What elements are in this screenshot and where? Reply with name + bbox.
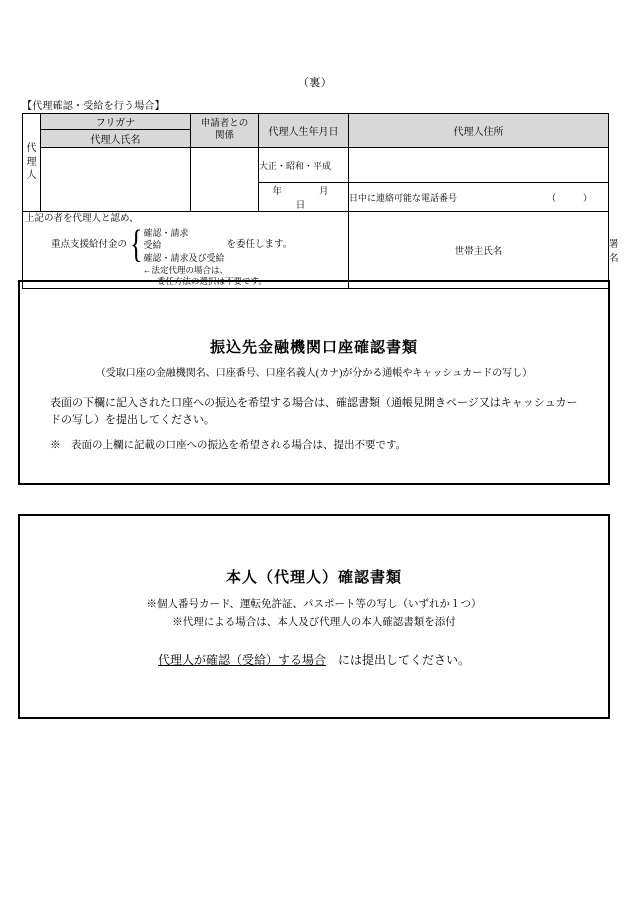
entrust-statement: [23, 212, 349, 289]
input-proxy-name[interactable]: [41, 148, 191, 212]
table-row: [23, 148, 609, 183]
header-proxy-name: 代理人氏名: [41, 130, 191, 148]
dob-era-label: 大正・昭和・平成: [259, 148, 349, 183]
phone-row[interactable]: [349, 183, 609, 212]
entrust-option-3[interactable]: 確認・請求及び受給: [143, 252, 225, 263]
proxy-vertical-label-char-1: 代: [26, 143, 37, 155]
entrust-options[interactable]: [144, 227, 225, 263]
bank-box-title: 振込先金融機関口座確認書類: [209, 340, 418, 356]
id-box-line1: ※個人番号カード、運転免許証、パスポート等の写し（いずれか１つ）: [146, 599, 482, 610]
bank-box-subtitle: （受取口座の金融機関名、口座番号、口座名義人(カナ)が分かる通帳やキャッシュカードの写し）: [95, 368, 533, 379]
header-address: 代理人住所: [349, 114, 609, 148]
entrust-note-1: ←法定代理の場合は、: [143, 264, 229, 275]
proxy-section-title: 【代理確認・受給を行う場合】: [22, 101, 165, 112]
bank-box-note: ※ 表面の上欄に記載の口座への振込を希望される場合は、提出不要です。: [50, 440, 407, 452]
phone-label: 日中に連絡可能な電話番号: [349, 192, 458, 203]
signature-label: 署名: [609, 239, 619, 264]
entrust-subject-label: 重点支援給付金の: [51, 240, 128, 251]
entrust-note-2: 委任方法の選択は不要です。: [157, 276, 267, 287]
header-furigana: フリガナ: [41, 114, 191, 130]
header-relation: [191, 114, 259, 148]
entrust-option-1[interactable]: 確認・請求: [143, 228, 189, 239]
header-relation-line2: 関係: [214, 130, 234, 141]
page-side-mark: （裏）: [297, 77, 333, 89]
proxy-vertical-label-char-2: 理: [26, 156, 37, 168]
entrust-tail: を委任します。: [226, 240, 293, 251]
id-box-line2: ※代理による場合は、本人及び代理人の本人確認書類を添付: [172, 617, 456, 628]
bank-account-document-box: [18, 280, 610, 485]
bank-box-paragraph: 表面の下欄に記入された口座への振込を希望する場合は、確認書類（通帳見開きページ又はキャッシュカードの写し）を提出してください。: [50, 397, 578, 427]
entrust-line1: 上記の者を代理人と認め、: [25, 214, 139, 224]
householder-label: 世帯主氏名: [349, 212, 609, 289]
entrust-options-row[interactable]: [23, 222, 348, 266]
id-box-line3-tail: には提出してください。: [326, 653, 471, 667]
id-box-title: 本人（代理人）確認書類: [225, 570, 402, 586]
header-relation-line1: 申請者との: [200, 118, 249, 129]
input-relation[interactable]: [191, 148, 259, 212]
input-dob-ymd[interactable]: 年 月 日: [259, 183, 349, 212]
identity-document-box: [18, 514, 610, 719]
input-proxy-address[interactable]: [349, 148, 609, 183]
proxy-table: [22, 113, 619, 289]
header-dob: 代理人生年月日: [259, 114, 349, 148]
table-row: [23, 212, 609, 289]
phone-paren: （ ）: [547, 192, 593, 203]
proxy-vertical-label-char-3: 人: [26, 170, 37, 182]
table-row: [23, 114, 609, 130]
proxy-vertical-label: [23, 114, 41, 212]
id-box-line3-underlined: 代理人が確認（受給）する場合: [157, 653, 326, 667]
id-box-line3: [20, 651, 608, 668]
brace-icon: {: [130, 222, 143, 266]
entrust-option-2[interactable]: 受給: [143, 240, 162, 251]
